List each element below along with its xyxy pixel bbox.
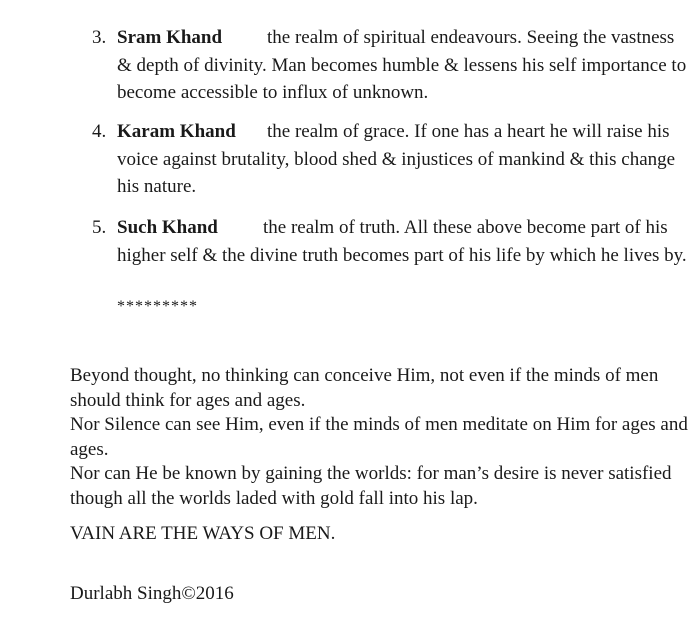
author-signature: Durlabh Singh©2016 <box>70 583 234 604</box>
list-item-term: Sram Khand <box>117 27 223 48</box>
list-item <box>92 118 692 201</box>
prose-paragraph: Nor can He be known by gaining the worlds: for man’s desire is never satisfied though all the worlds laded with gold fall into his lap. <box>70 463 672 509</box>
list-item-number: 5. <box>92 217 107 238</box>
list-item-body <box>117 24 692 107</box>
prose-paragraph: Beyond thought, no thinking can conceive Him, not even if the minds of men should think for ages and ages. <box>70 365 659 411</box>
list-item-term: Karam Khand <box>117 121 236 142</box>
list-item-number: 3. <box>92 27 107 48</box>
list-item-description: the realm of truth. All these above become part of his higher self & the divine truth becomes part of his life by which he lives by. <box>117 217 687 266</box>
list-item-number: 4. <box>92 121 107 142</box>
prose-block <box>70 364 690 511</box>
list-item-description: the realm of spiritual endeavours. Seeing the vastness & depth of divinity. Man becomes humble & lessens his self importance to become accessible to influx of unknown. <box>117 27 687 103</box>
separator-stars: ********* <box>117 298 198 315</box>
list-item <box>92 24 692 107</box>
list-item-term: Such Khand <box>117 217 218 238</box>
list-item-body <box>117 214 692 269</box>
list-item <box>92 214 692 269</box>
prose-paragraph: Nor Silence can see Him, even if the minds of men meditate on Him for ages and ages. <box>70 414 688 460</box>
tagline: VAIN ARE THE WAYS OF MEN. <box>70 523 336 544</box>
list-item-body <box>117 118 692 201</box>
list-item-description: the realm of grace. If one has a heart he will raise his voice against brutality, blood shed & injustices of mankind & this change his nature. <box>117 121 676 197</box>
